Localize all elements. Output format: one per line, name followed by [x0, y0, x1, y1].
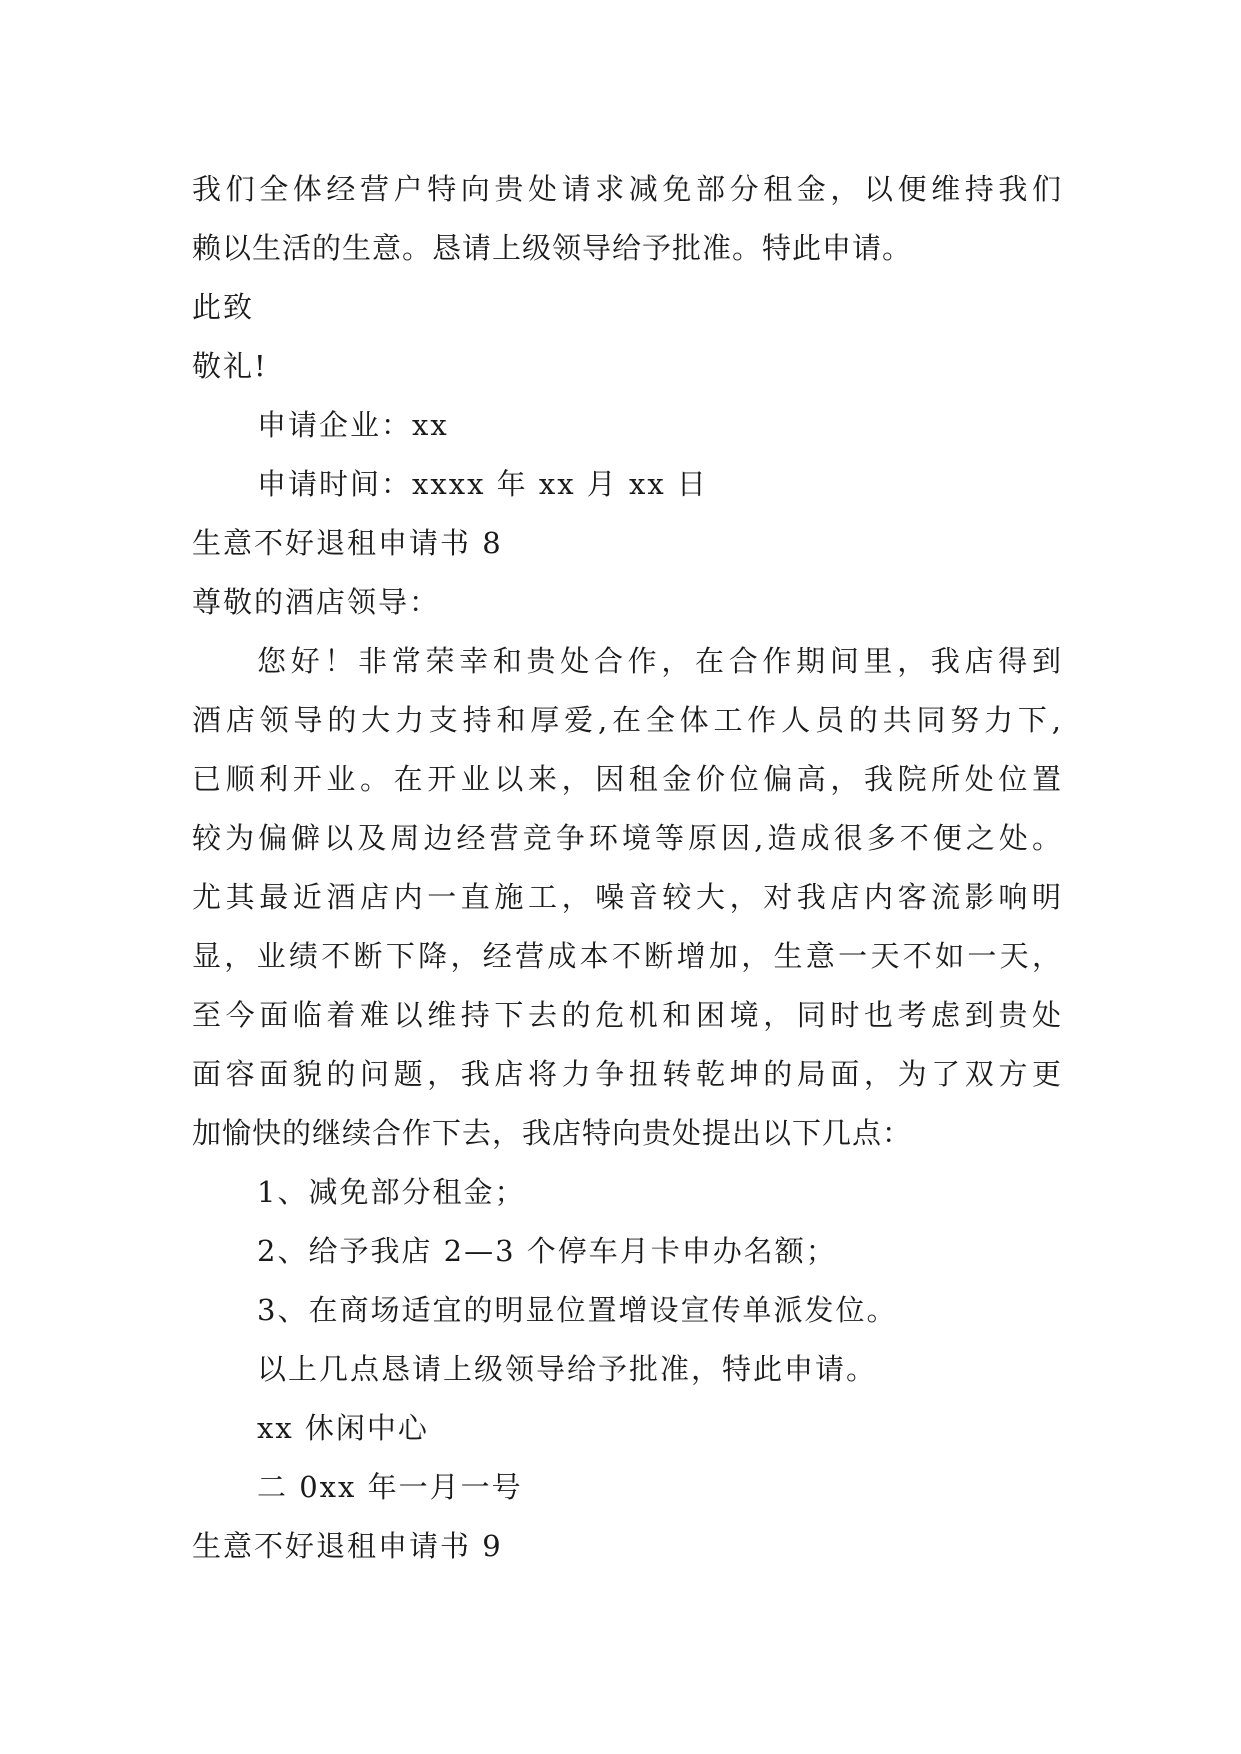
closing-line: 此致 [192, 290, 255, 324]
signer-line: xx 休闲中心 [257, 1411, 429, 1445]
paragraph-line: 已顺利开业。在开业以来，因租金价位偏高，我院所处位置 [192, 762, 1062, 796]
paragraph-line: 面容面貌的问题，我店将力争扭转乾坤的局面，为了双方更 [192, 1057, 1062, 1091]
request-line: 以上几点恳请上级领导给予批准，特此申请。 [257, 1352, 878, 1386]
applicant-line: 申请企业：xx [257, 408, 449, 442]
list-item: 2、给予我店 2—3 个停车月卡申办名额； [257, 1234, 837, 1268]
paragraph-line: 尤其最近酒店内一直施工，噪音较大，对我店内客流影响明 [192, 880, 1062, 914]
paragraph-line: 酒店领导的大力支持和厚爱,在全体工作人员的共同努力下, [192, 703, 1062, 737]
paragraph-line: 至今面临着难以维持下去的危机和困境，同时也考虑到贵处 [192, 998, 1062, 1032]
document-body [192, 160, 1062, 1576]
sign-date-line: 二 0xx 年一月一号 [257, 1470, 523, 1504]
section-title: 生意不好退租申请书 9 [192, 1529, 503, 1563]
paragraph-line: 您好！非常荣幸和贵处合作，在合作期间里，我店得到 [257, 644, 1062, 678]
salutation: 尊敬的酒店领导： [192, 585, 441, 619]
apply-date-line: 申请时间：xxxx 年 xx 月 xx 日 [257, 467, 708, 501]
list-item: 3、在商场适宜的明显位置增设宣传单派发位。 [257, 1293, 898, 1327]
paragraph-line: 较为偏僻以及周边经营竞争环境等原因,造成很多不便之处。 [192, 821, 1062, 855]
closing-line: 敬礼! [192, 349, 268, 383]
paragraph-line: 我们全体经营户特向贵处请求减免部分租金，以便维持我们 [192, 172, 1062, 206]
paragraph-line: 加愉快的继续合作下去，我店特向贵处提出以下几点： [192, 1116, 913, 1150]
paragraph-line: 显，业绩不断下降，经营成本不断增加，生意一天不如一天， [192, 939, 1062, 973]
paragraph-line: 赖以生活的生意。恳请上级领导给予批准。特此申请。 [192, 231, 913, 265]
section-title: 生意不好退租申请书 8 [192, 526, 503, 560]
list-item: 1、减免部分租金； [257, 1175, 526, 1209]
